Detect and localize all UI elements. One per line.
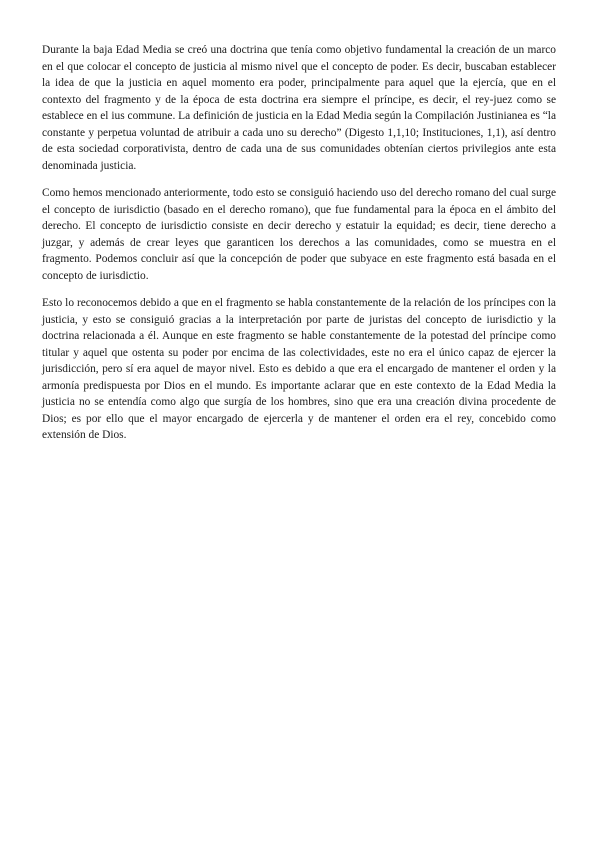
document-page (42, 42, 556, 455)
paragraph-1: Durante la baja Edad Media se creó una doctrina que tenía como objetivo fundamental la creación de un marco en el que colocar el concepto de justicia al mismo nivel que el concepto de poder. Es decir, buscaban establecer la idea de que la justicia en aquel momento era poder, principalmente para aquel que la ejercía, que en el contexto del fragmento y de la época de esta doctrina era siempre el príncipe, es decir, el rey-juez como se establece en el ius commune. La definición de justicia en la Edad Media según la Compilación Justinianea es “la constante y perpetua voluntad de atribuir a cada uno su derecho” (Digesto 1,1,10; Instituciones, 1,1), así dentro de esta sociedad corporativista, dentro de cada una de sus comunidades obtenían ciertos privilegios ante esta denominada justicia. (42, 44, 556, 172)
paragraph-3: Esto lo reconocemos debido a que en el fragmento se habla constantemente de la relación de los príncipes con la justicia, y esto se consiguió gracias a la interpretación por parte de juristas del concepto de iurisdictio y la doctrina relacionada a él. Aunque en este fragmento se hable constantemente de la potestad del príncipe como titular y aquel que ostenta su poder por encima de las colectividades, este no era el único capaz de ejercer la jurisdicción, pero sí era aquel de mayor nivel. Esto es debido a que era el encargado de mantener el orden y la armonía predispuesta por Dios en el mundo. Es importante aclarar que en este contexto de la Edad Media la justicia no se entendía como algo que surgía de los hombres, sino que era una creación divina procedente de Dios; es por ello que el mayor encargado de ejercerla y de mantener el orden era el rey, concebido como extensión de Dios. (42, 297, 556, 441)
paragraph-2: Como hemos mencionado anteriormente, todo esto se consiguió haciendo uso del derecho romano del cual surge el concepto de iurisdictio (basado en el derecho romano), que fue fundamental para la época en el ámbito del derecho. El concepto de iurisdictio consiste en decir derecho y estatuir la equidad; es decir, tiene derecho a juzgar, y además de crear leyes que garanticen los derechos a las comunidades, como se muestra en el fragmento. Podemos concluir así que la concepción de poder que subyace en este fragmento está basada en el concepto de iurisdictio. (42, 187, 556, 282)
